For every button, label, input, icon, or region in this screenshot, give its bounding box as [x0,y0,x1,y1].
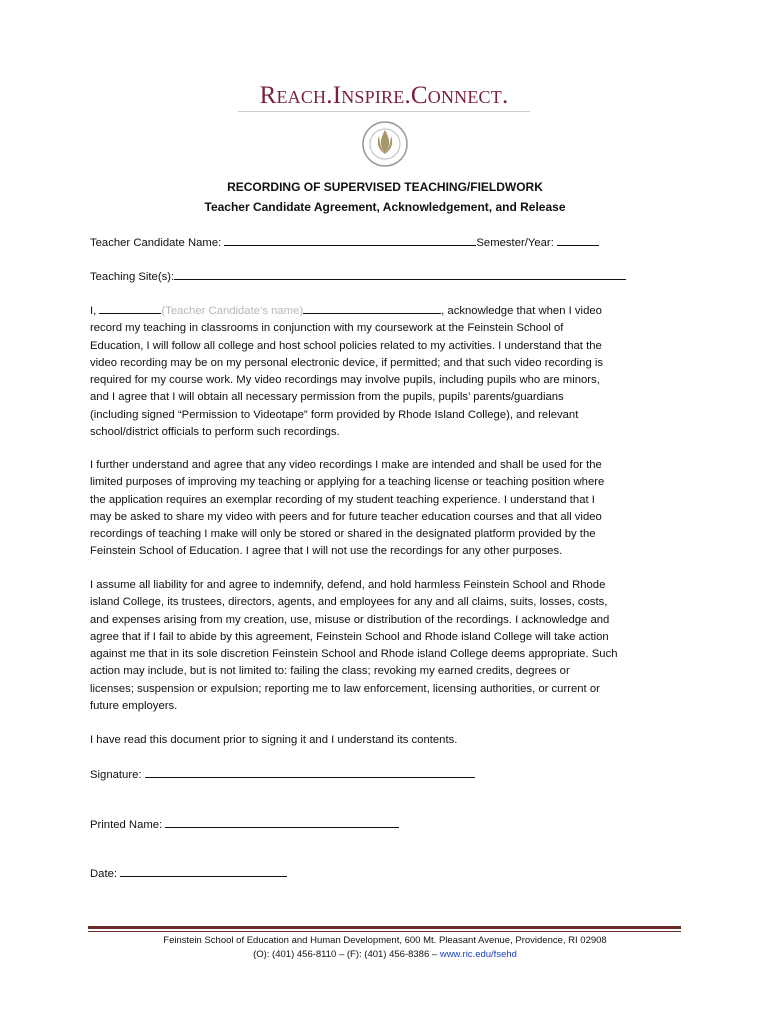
text-line: school/district officials to perform such recordings. [90,426,340,439]
date-label: Date: [90,868,118,880]
text-line: island College, its trustees, directors, agents, and employees for any and all claims, suits, losses, costs, [90,596,608,609]
read-statement: I have read this document prior to signing it and I understand its contents. [90,734,458,746]
semester-label: Semester/Year: [476,237,554,249]
text-line: recordings of teaching I make will only be stored or shared in the designated platform provided by the [90,528,596,541]
footer-phone: (O): (401) 456-8110 – (F): (401) 456-8386 – [253,949,440,960]
text-line: against me that in its sole discretion Feinstein School and Rhode island College deems appropriate. Such [90,648,618,661]
paragraph-acknowledgement [90,302,603,441]
text-line: record my teaching in classrooms in conjunction with my coursework at the Feinstein School of [90,322,564,335]
date-row [90,865,287,883]
text-line: may be asked to share my video with peers and for future teacher education courses and that all video [90,510,602,523]
paragraph-liability [90,577,618,715]
text-line: action may include, but is not limited to: failing the class; revoking my earned credits, degrees or [90,665,570,678]
header-divider [238,111,530,112]
footer-address: Feinstein School of Education and Human Development, 600 Mt. Pleasant Avenue, Providence, RI 02908 [163,935,607,946]
signature-field[interactable] [145,766,475,778]
signature-label: Signature: [90,769,142,781]
intro-suffix: , acknowledge that when I video [441,305,602,317]
footer-divider [88,926,681,929]
text-line: the application requires an exemplar recording of my student teaching experience. I understand that I [90,493,595,506]
date-field[interactable] [120,865,287,877]
document-title: RECORDING OF SUPERVISED TEACHING/FIELDWORK [227,180,543,194]
text-line: limited purposes of improving my teaching or applying for a teaching license or teaching position where [90,476,605,489]
college-seal-icon [361,120,409,168]
text-line: video recording may be on my personal electronic device, if permitted; and that such video recording is [90,356,604,369]
semester-field[interactable] [557,234,599,246]
printed-name-label: Printed Name: [90,819,163,831]
text-line: required for my course work. My video recordings may involve pupils, including pupils who are minors, [90,374,600,387]
signature-row [90,766,475,784]
footer-contact [0,949,770,960]
footer-divider-thin [88,931,681,932]
name-placeholder: (Teacher Candidate’s name) [161,305,304,317]
document-subtitle: Teacher Candidate Agreement, Acknowledgement, and Release [204,200,566,214]
text-line: agree that if I fail to abide by this agreement, Feinstein School and Rhode island College will take action [90,630,609,643]
intro-line [90,302,603,320]
text-line: future employers. [90,700,178,713]
teacher-name-row [90,234,599,252]
text-line: Education, I will follow all college and host school policies related to my activities. I understand that the [90,339,602,352]
teaching-site-label: Teaching Site(s): [90,271,175,283]
name-blank-left[interactable] [99,302,161,314]
text-line: and I agree that I will obtain all necessary permission from the pupils, pupils’ parents/guardians [90,391,564,404]
printed-name-field[interactable] [165,816,399,828]
text-line: I further understand and agree that any video recordings I make are intended and shall be used for the [90,459,602,471]
text-line: and expenses arising from my creation, use, misuse or distribution of the recordings. I acknowledge and [90,613,610,626]
footer-website-link[interactable]: www.ric.edu/fsehd [439,949,517,960]
paragraph-purpose [90,457,604,561]
intro-prefix: I, [90,305,97,317]
teacher-name-field[interactable] [224,234,476,246]
text-line: Feinstein School of Education. I agree that I will not use the recordings for any other purposes. [90,545,563,558]
printed-name-row [90,816,399,834]
teaching-site-field[interactable] [174,268,626,280]
brand-logo: Reach.Inspire.Connect. [259,82,509,109]
text-line: I assume all liability for and agree to indemnify, defend, and hold harmless Feinstein School and Rhode [90,579,606,591]
teaching-site-row [90,268,626,286]
name-blank-right[interactable] [303,302,441,314]
teacher-name-label: Teacher Candidate Name: [90,237,222,249]
text-line: (including signed “Permission to Videotape” form provided by Rhode Island College), and relevant [90,408,579,421]
text-line: licenses; suspension or expulsion; reporting me to law enforcement, licensing authorities, or current or [90,682,600,695]
